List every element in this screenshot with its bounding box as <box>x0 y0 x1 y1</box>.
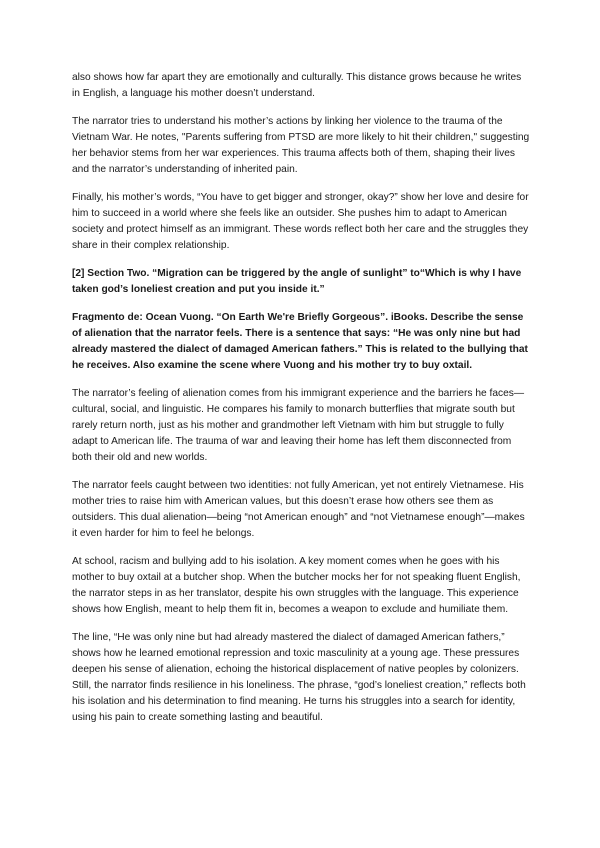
paragraph-dual-identity: The narrator feels caught between two identities: not fully American, yet not entirely Vietnamese. His mother tries to raise him with American values, but this doesn’t erase how others see them as outsiders. This dual alienation—being “not American enough” and “not Vietnamese enough”—makes it even harder for him to feel he belongs. <box>72 480 525 539</box>
paragraph-distance: also shows how far apart they are emotionally and culturally. This distance grows because he writes in English, a language his mother doesn’t understand. <box>72 72 522 99</box>
paragraph-oxtail-scene: At school, racism and bullying add to his isolation. A key moment comes when he goes with his mother to buy oxtail at a butcher shop. When the butcher mocks her for not speaking fluent English, the narrator steps in as her translator, despite his own struggles with the language. This experience shows how English, meant to help them fit in, becomes a weapon to exclude and humiliate them. <box>72 556 521 615</box>
document-page <box>72 70 530 738</box>
paragraph-conclusion: The line, “He was only nine but had already mastered the dialect of damaged American fathers,” shows how he learned emotional repression and toxic masculinity at a young age. These pressures deepen his sense of alienation, echoing the historical displacement of native peoples by colonizers. Still, the narrator finds resilience in his loneliness. The phrase, “god’s loneliest creation,” reflects both his isolation and his determination to find meaning. He turns his struggles into a search for identity, using his pain to create something lasting and beautiful. <box>72 632 526 723</box>
paragraph-trauma: The narrator tries to understand his mother’s actions by linking her violence to the trauma of the Vietnam War. He notes, "Parents suffering from PTSD are more likely to hit their children," suggesting her behavior stems from her war experiences. This trauma affects both of them, shaping their lives and the narrator’s understanding of inherited pain. <box>72 116 530 175</box>
paragraph-mother-words: Finally, his mother’s words, “You have to get bigger and stronger, okay?” show her love and desire for him to succeed in a world where she feels like an outsider. She pushes him to adapt to American society and protect himself as an immigrant. These words reflect both her care and the struggles they share in their complex relationship. <box>72 192 529 251</box>
section-two-heading: [2] Section Two. “Migration can be triggered by the angle of sunlight” to“Which is why I have taken god’s loneliest creation and put you inside it.” <box>72 268 522 295</box>
assignment-prompt: Fragmento de: Ocean Vuong. “On Earth We're Briefly Gorgeous”. iBooks. Describe the sense of alienation that the narrator feels. There is a sentence that says: “He was only nine but had already mastered the dialect of damaged American fathers.” This is related to the bullying that he receives. Also examine the scene where Vuong and his mother try to buy oxtail. <box>72 312 528 371</box>
paragraph-alienation: The narrator’s feeling of alienation comes from his immigrant experience and the barriers he faces—cultural, social, and linguistic. He compares his family to monarch butterflies that migrate south but rarely return north, just as his mother and grandmother left Vietnam with him but struggle to fully adapt to American life. The trauma of war and leaving their home has left them disconnected from both their old and new worlds. <box>72 388 525 463</box>
